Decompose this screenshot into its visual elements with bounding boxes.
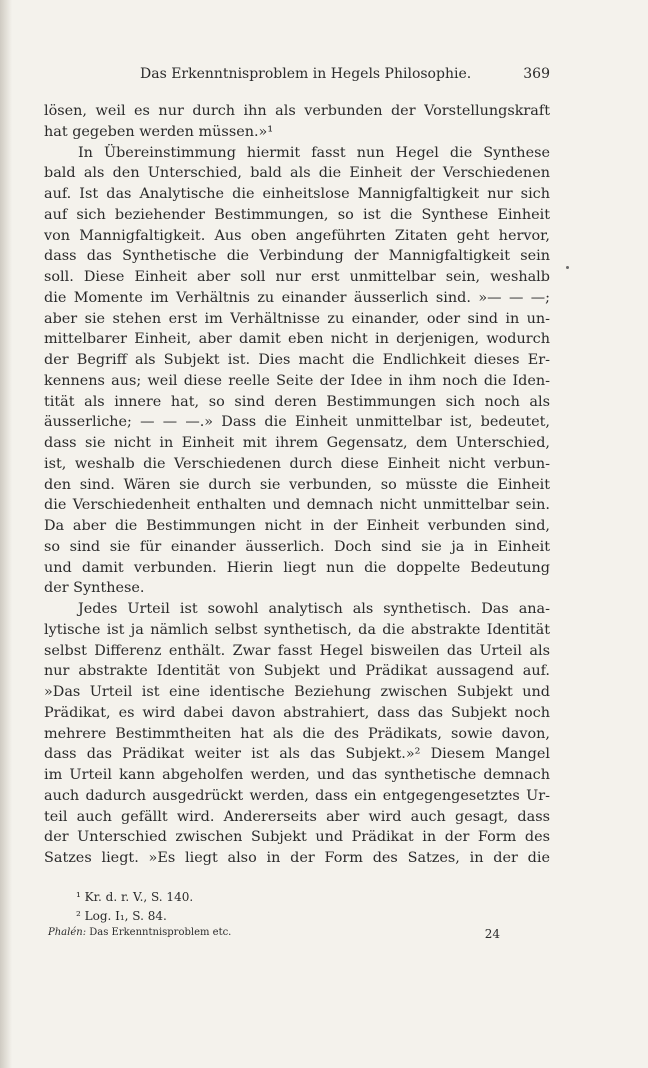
text-line: auch dadurch ausgedrückt werden, dass ein entgegengesetztes Ur- — [44, 787, 550, 804]
text-line: aber sie stehen erst im Verhältnisse zu einander, oder sind in un- — [44, 310, 550, 327]
text-line: den sind. Wären sie durch sie verbunden, so müsste die Einheit — [44, 476, 550, 493]
binding-shadow — [0, 0, 12, 1068]
text-line: der Unterschied zwischen Subjekt und Prädikat in der Form des — [44, 829, 550, 846]
text-line: äusserliche; — — —.» Dass die Einheit unmittelbar ist, bedeutet, — [44, 414, 550, 431]
text-line: auf sich beziehender Bestimmungen, so ist die Synthese Einheit — [44, 206, 550, 223]
text-line: dass das Prädikat weiter ist als das Subjekt.»² Diesem Mangel — [44, 746, 550, 763]
footnotes — [44, 888, 550, 926]
text-line: auf. Ist das Analytische die einheitslose Mannigfaltigkeit nur sich — [44, 186, 550, 202]
text-line: der Begriff als Subjekt ist. Dies macht die Endlichkeit dieses Er- — [44, 352, 550, 368]
text-line: mehrere Bestimmtheiten hat als die des Prädikats, sowie davon, — [44, 725, 550, 742]
text-line: lytische ist ja nämlich selbst synthetisch, da die abstrakte Identität — [44, 621, 550, 638]
footnote-2: ² Log. I₁, S. 84. — [76, 909, 167, 923]
text-line: dass das Synthetische die Verbindung der Mannigfaltigkeit sein — [44, 248, 550, 265]
text-line: und damit verbunden. Hierin liegt nun die doppelte Bedeutung — [44, 559, 550, 576]
signature-title: Das Erkenntnisproblem etc. — [89, 927, 232, 938]
text-line: Prädikat, es wird dabei davon abstrahiert, dass das Subjekt noch — [44, 704, 550, 721]
body-text — [44, 101, 550, 869]
signature-author: Phalén: — [48, 927, 87, 938]
text-line: Satzes liegt. »Es liegt also in der Form des Satzes, in der die — [44, 850, 550, 866]
text-line: lösen, weil es nur durch ihn als verbunden der Vorstellungskraft — [44, 103, 550, 119]
book-page — [44, 0, 550, 1068]
text-line: selbst Differenz enthält. Zwar fasst Hegel bisweilen das Urteil als — [44, 642, 550, 659]
text-line: Da aber die Bestimmungen nicht in der Einheit verbunden sind, — [44, 518, 550, 534]
margin-dot — [566, 266, 569, 269]
text-line: so sind sie für einander äusserlich. Doch sind sie ja in Einheit — [44, 538, 550, 555]
text-line: In Übereinstimmung hiermit fasst nun Hegel die Synthese — [78, 144, 550, 161]
page-number: 369 — [523, 66, 550, 82]
text-line: von Mannigfaltigkeit. Aus oben angeführten Zitaten geht hervor, — [44, 227, 550, 244]
text-line: »Das Urteil ist eine identische Beziehung zwischen Subjekt und — [44, 684, 550, 700]
footnote-1: ¹ Kr. d. r. V., S. 140. — [76, 890, 194, 904]
text-line: der Synthese. — [44, 580, 145, 597]
text-line: Jedes Urteil ist sowohl analytisch als synthetisch. Das ana- — [78, 601, 550, 617]
text-line: dass sie nicht in Einheit mit ihrem Gegensatz, dem Unterschied, — [44, 435, 550, 451]
text-line: die Verschiedenheit enthalten und demnach nicht unmittelbar sein. — [44, 497, 550, 514]
text-line: ist, weshalb die Verschiedenen durch diese Einheit nicht verbun- — [44, 455, 550, 472]
running-head — [44, 66, 550, 86]
printer-signature — [48, 927, 548, 945]
text-line: soll. Diese Einheit aber soll nur erst unmittelbar sein, weshalb — [44, 269, 550, 285]
text-line: bald als den Unterschied, bald als die Einheit der Verschiedenen — [44, 165, 550, 182]
text-line: teil auch gefällt wird. Andererseits aber wird auch gesagt, dass — [44, 808, 550, 825]
signature-number: 24 — [484, 927, 500, 941]
running-title: Das Erkenntnisproblem in Hegels Philosophie. — [140, 66, 472, 82]
text-line: nur abstrakte Identität von Subjekt und Prädikat aussagend auf. — [44, 663, 550, 680]
text-line: die Momente im Verhältnis zu einander äusserlich sind. »— — —; — [44, 289, 550, 306]
text-line: kennens aus; weil diese reelle Seite der Idee in ihm noch die Iden- — [44, 372, 550, 389]
text-line: im Urteil kann abgeholfen werden, und das synthetische demnach — [44, 767, 550, 783]
text-line: tität als innere hat, so sind deren Bestimmungen sich noch als — [44, 393, 550, 410]
text-line: hat gegeben werden müssen.»¹ — [44, 123, 274, 140]
text-line: mittelbarer Einheit, aber damit eben nicht in derjenigen, wodurch — [44, 331, 550, 348]
